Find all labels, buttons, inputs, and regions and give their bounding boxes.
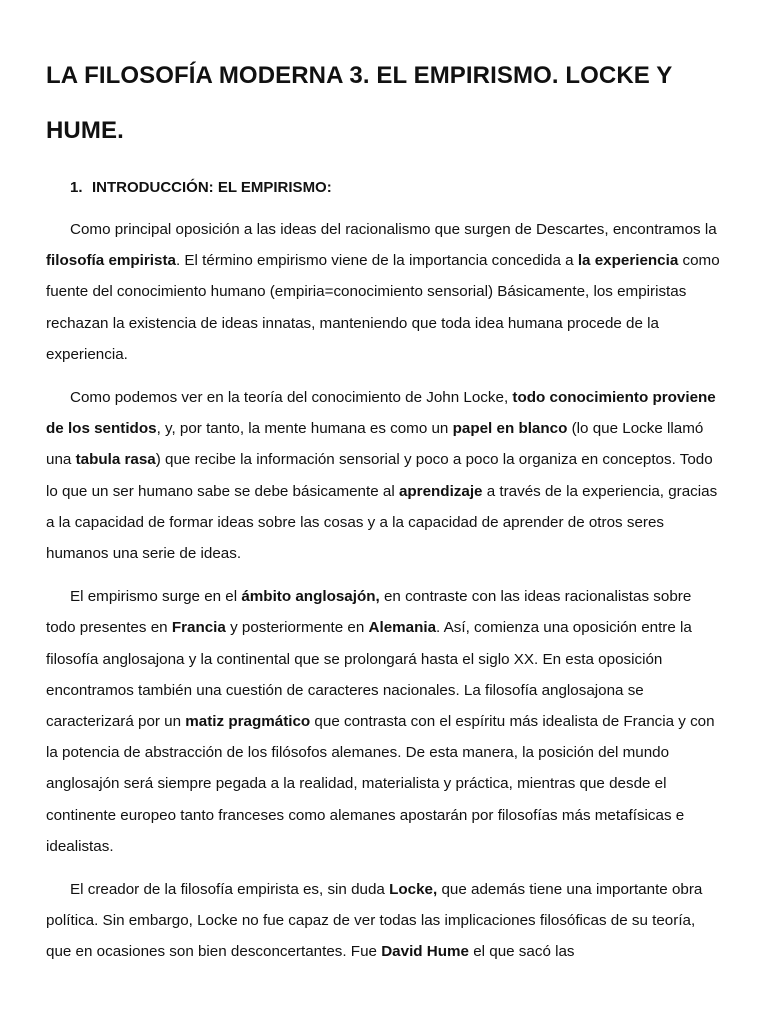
text-run: , y, por tanto, la mente humana es como un [156, 420, 453, 438]
bold-term: matiz pragmático [185, 713, 311, 731]
bold-term: Francia [171, 619, 226, 637]
bold-term: ámbito anglosajón, [241, 588, 380, 606]
paragraph-4 [46, 874, 722, 968]
text-run: Como podemos ver en la teoría del conocimiento de John Locke, [70, 389, 513, 407]
text-run: Como principal oposición a las ideas del racionalismo que surgen de Descartes, encontramos la [70, 221, 717, 238]
bold-term: filosofía empirista [46, 252, 176, 270]
bold-term: tabula rasa [75, 451, 156, 469]
text-run: ) que recibe la información sensorial y poco a poco la organiza en conceptos. Todo lo que un ser humano sabe se debe básicamente al [46, 451, 713, 500]
bold-term: Locke, [389, 881, 438, 899]
paragraph-2 [46, 382, 722, 569]
bold-term: la experiencia [577, 252, 679, 270]
bold-term: todo conocimiento proviene de los sentidos [46, 389, 716, 438]
text-run: (lo que Locke llamó una [46, 420, 704, 469]
text-run: en contraste con las ideas racionalistas sobre todo presentes en [46, 588, 692, 637]
paragraph-1 [46, 214, 722, 370]
text-run: que contrasta con el espíritu más idealista de Francia y con la potencia de abstracción de los filósofos alemanes. De esta manera, la posición del mundo anglosajón será siempre pegada a la realidad, materialista y práctica, mientras que desde el continente europeo tanto franceses como alemanes apostarán por filosofías más metafísicas e idealistas. [46, 713, 715, 855]
text-run: a través de la experiencia, gracias a la capacidad de formar ideas sobre las cosas y a la capacidad de aprender de otros seres humanos una serie de ideas. [46, 482, 718, 563]
bold-term: papel en blanco [452, 420, 568, 438]
bold-term: Alemania [368, 619, 437, 637]
text-run: . El término empirismo viene de la importancia concedida a [175, 252, 578, 270]
bold-term: aprendizaje [398, 482, 483, 500]
paragraph-3 [46, 581, 722, 862]
section-heading [46, 178, 722, 198]
text-run: el que sacó las [468, 943, 575, 961]
text-run: como fuente del conocimiento humano (empiria=conocimiento sensorial) Básicamente, los empiristas rechazan la existencia de ideas innatas, manteniendo que toda idea humana procede de la experiencia. [46, 252, 720, 363]
section-number: 1. [70, 179, 83, 196]
text-run: que además tiene una importante obra política. Sin embargo, Locke no fue capaz de ver todas las implicaciones filosóficas de su teoría, que en ocasiones son bien desconcertantes. Fue [46, 881, 703, 961]
text-run: y posteriormente en [225, 619, 369, 637]
section-heading-text: INTRODUCCIÓN: EL EMPIRISMO: [92, 179, 332, 196]
text-run: El creador de la filosofía empirista es, sin duda [70, 881, 390, 899]
document-title: LA FILOSOFÍA MODERNA 3. EL EMPIRISMO. LOCKE Y HUME. [46, 62, 672, 144]
text-run: . Así, comienza una oposición entre la filosofía anglosajona y la continental que se prolongará hasta el siglo XX. En esta oposición encontramos también una cuestión de caracteres nacionales. La filosofía anglosajona se caracterizará por un [46, 619, 692, 731]
text-run: El empirismo surge en el [70, 588, 242, 606]
bold-term: David Hume [381, 943, 469, 961]
